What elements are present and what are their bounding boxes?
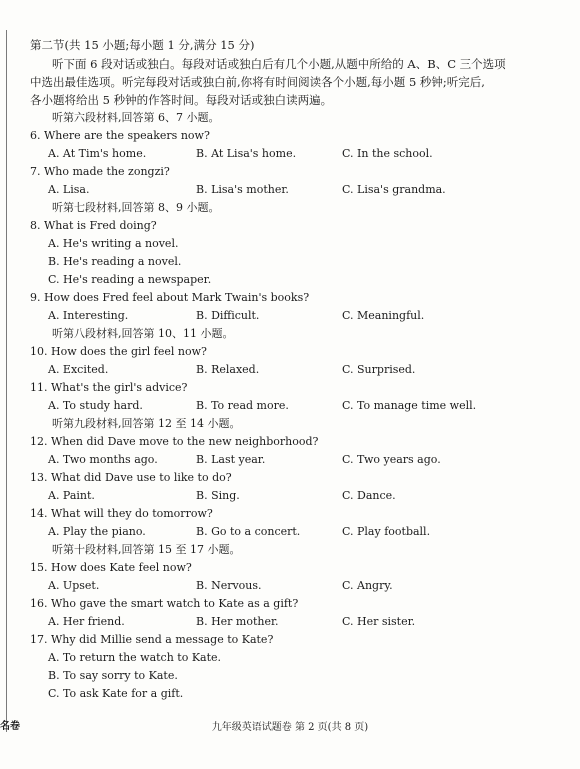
answer-option: A. Play the piano. [48,525,146,538]
answer-option: B. Sing. [196,489,240,502]
answer-option: B. Last year. [196,453,266,466]
answer-option: C. Meaningful. [342,309,425,322]
answer-option: B. To say sorry to Kate. [48,669,178,682]
answer-option: C. Surprised. [342,363,416,376]
question-stem: 16. Who gave the smart watch to Kate as a gift? [30,597,299,610]
answer-option: B. Her mother. [196,615,279,628]
page-footer: 九年级英语试题卷 第 2 页(共 8 页) [211,722,369,733]
section-title: 第二节(共 15 小题;每小题 1 分,满分 15 分) [30,38,255,52]
listening-prompt: 听第九段材料,回答第 12 至 14 小题。 [52,417,241,430]
answer-option: A. Excited. [48,363,109,376]
question-stem: 8. What is Fred doing? [30,219,157,232]
answer-option: C. Play football. [342,525,431,538]
question-stem: 14. What will they do tomorrow? [30,507,213,520]
answer-option: A. To study hard. [48,399,143,412]
binding-margin-line [6,30,7,732]
question-stem: 11. What's the girl's advice? [30,381,188,394]
section-intro-line: 中选出最佳选项。听完每段对话或独白前,你将有时间阅读各个小题,每小题 5 秒钟;听完后, [30,75,485,89]
section-intro-line: 各小题将给出 5 秒钟的作答时间。每段对话或独白读两遍。 [30,93,333,107]
answer-option: A. Two months ago. [48,453,158,466]
question-stem: 7. Who made the zongzi? [30,165,170,178]
answer-option: B. Lisa's mother. [196,183,289,196]
answer-option: B. To read more. [196,399,289,412]
answer-option: A. At Tim's home. [48,147,147,160]
answer-option: A. Interesting. [48,309,129,322]
answer-option: A. Paint. [48,489,95,502]
answer-option: A. Upset. [48,579,100,592]
question-stem: 12. When did Dave move to the new neighborhood? [30,435,319,448]
answer-option: B. Go to a concert. [196,525,301,538]
answer-option: B. At Lisa's home. [196,147,297,160]
answer-option: C. To manage time well. [342,399,477,412]
listening-prompt: 听第七段材料,回答第 8、9 小题。 [52,201,220,214]
answer-option: B. He's reading a novel. [48,255,182,268]
answer-option: C. Dance. [342,489,396,502]
answer-option: C. He's reading a newspaper. [48,273,212,286]
answer-option: C. To ask Kate for a gift. [48,687,184,700]
question-stem: 10. How does the girl feel now? [30,345,207,358]
answer-option: A. To return the watch to Kate. [48,651,222,664]
answer-option: A. Lisa. [48,183,90,196]
answer-option: A. He's writing a novel. [48,237,179,250]
answer-option: A. Her friend. [48,615,125,628]
section-intro-line: 听下面 6 段对话或独白。每段对话或独白后有几个小题,从题中所给的 A、B、C 三个选项 [52,57,506,71]
corner-mark: 名卷 [0,721,20,732]
listening-prompt: 听第八段材料,回答第 10、11 小题。 [52,327,234,340]
listening-prompt: 听第六段材料,回答第 6、7 小题。 [52,111,220,124]
answer-option: C. In the school. [342,147,433,160]
question-stem: 6. Where are the speakers now? [30,129,210,142]
question-stem: 9. How does Fred feel about Mark Twain's books? [30,291,310,304]
answer-option: C. Angry. [342,579,393,592]
question-stem: 17. Why did Millie send a message to Kate? [30,633,274,646]
answer-option: B. Relaxed. [196,363,260,376]
listening-prompt: 听第十段材料,回答第 15 至 17 小题。 [52,543,241,556]
answer-option: B. Nervous. [196,579,262,592]
answer-option: C. Her sister. [342,615,416,628]
answer-option: C. Two years ago. [342,453,441,466]
answer-option: B. Difficult. [196,309,260,322]
answer-option: C. Lisa's grandma. [342,183,446,196]
question-stem: 13. What did Dave use to like to do? [30,471,232,484]
question-stem: 15. How does Kate feel now? [30,561,192,574]
